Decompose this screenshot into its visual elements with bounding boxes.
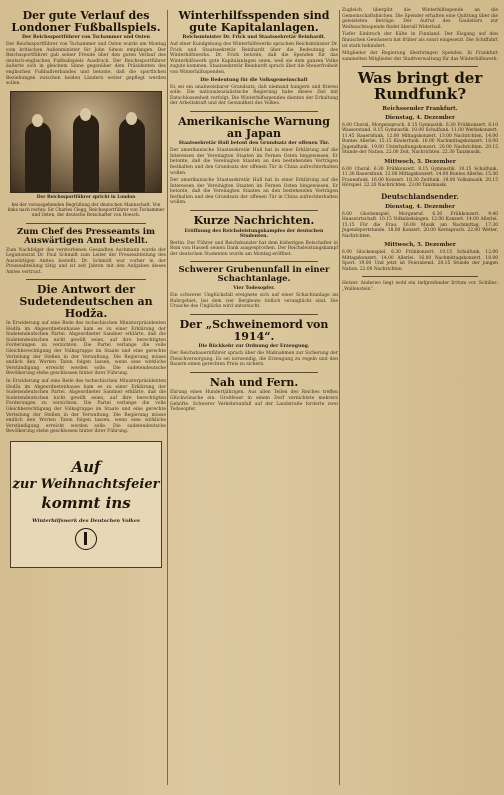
divider [190, 210, 318, 211]
article-headline: Der „Schweinemord von 1914“. [179, 318, 329, 343]
program-listing: 6.00 Choral, Morgenspruch. 6.15 Gymnastik. 6.30 Frühkonzert. 8.10 Wasserstand. 8.15 Gymnastik. 10.00 Schulfunk. 11.00 Werbekonzert. 11.45 Bauernfunk. 12.00 Mittagskonzert. 13.00 Nachrichten. 14.00 Buntes Allerlei. 15.15 Kinderfunk. 16.00 Nachmittagskonzert. 18.00 Jugendfunk. 19.00 Unterhaltungskonzert. 20.00 Nachrichten. 20.15 Stunde der Nation. 22.00 Zeit, Nachrichten. 22.30 Tanzmusik. [342, 122, 498, 156]
divider [190, 372, 318, 373]
column-left [6, 8, 166, 568]
article-body: Der amerikanische Staatssekretär Hull hat in einer Erklärung auf die Interessen der Vereinigten Staaten im Fernen Osten hingewiesen. Er betonte, daß die Vereinigten Staaten an den bestehenden Verträgen festhalten und den Grundsatz der offenen Tür in China aufrechterhalten wollen. [170, 148, 338, 176]
column-middle [170, 8, 338, 415]
article-body: Der Reichsbauernführer sprach über die Maßnahmen zur Sicherung der Fleischversorgung. Es sei notwendig, die Erzeugung zu regeln und den Bauern einen gerechten Preis zu sichern. [170, 351, 338, 368]
ad-line: zur Weihnachtsfeier [12, 477, 160, 493]
article-body: Ehrung eines Hundertjährigen. Aus allen Teilen des Reiches treffen Glückwünsche ein. Großfeuer in einem Dorf vernichtete mehrere Gehöfte. Schwerer Verkehrsunfall auf der Landstraße forderte zwei Todesopfer. [170, 390, 338, 413]
article-body: In Erwiderung auf eine Rede des tschechischen Ministerpräsidenten Hodža im Abgeordnetenhause kam es zu einer Erklärung der Sudetendeutschen Partei. Abgeordneter Sandner erklärte, daß die Sudetendeutschen nicht gewillt seien, auf ihre berechtigten Forderungen zu verzichten. Die Partei verlange die volle Gleichberechtigung der Volksgruppe im Staate und eine gerechte Verteilung der Stellen in der Verwaltung. Die Regierung müsse endlich den Worten Taten folgen lassen, wenn eine wirkliche Verständigung erreicht werden solle. Die sudetendeutsche Bevölkerung stehe geschlossen hinter ihrer Führung. [6, 321, 166, 377]
article-body: Tiefer Einbruch der Kälte in Finnland. Der Eisgang auf den finnischen Gewässern hat früher als sonst eingesetzt. Die Schiffahrt ist stark behindert. [342, 32, 498, 49]
program-day: Dienstag, 4. Dezember [385, 114, 455, 121]
article-headline: Die Antwort der Sudetendeutschen an Hodža. [19, 283, 153, 320]
program-listing: 6.00 Glockenspiel. 6.30 Frühkonzert. 10.15 Schulfunk. 12.00 Mittagskonzert. 14.00 Allerlei. 16.00 Nachmittagskonzert. 18.00 Sport. 19.00 Und jetzt ist Feierabend. 20.15 Stunde der jungen Nation. 22.00 Nachrichten. [342, 250, 498, 272]
article-body: Der amerikanische Staatssekretär Hull hat in einer Erklärung auf die Interessen der Vereinigten Staaten im Fernen Osten hingewiesen. Er betonte, daß die Vereinigten Staaten an den bestehenden Verträgen festhalten und den Grundsatz der offenen Tür in China aufrechterhalten wollen. [170, 178, 338, 206]
article-subheadline: Der Reichssportführer von Tschammer und Osten [21, 35, 151, 41]
divider [190, 261, 318, 262]
divider [190, 314, 318, 315]
article-headline: Amerikanische Warnung an Japan [178, 115, 330, 140]
program-listing: 6.00 Glockenspiel, Morgenruf. 6.30 Frühkonzert. 9.40 Hauswirtschaft. 10.15 Volksliedsingen. 12.00 Konzert. 14.00 Allerlei. 15.15 Für die Frau. 16.00 Musik am Nachmittag. 17.30 Jugendsportstunde. 18.00 Konzert. 20.00 Kernspruch. 22.00 Wetter, Nachrichten. [342, 211, 498, 239]
advertisement [10, 441, 162, 568]
ad-footer: Winterhilfswerk des Deutschen Volkes [32, 518, 140, 525]
column-rule [167, 10, 168, 785]
article-headline: Der gute Verlauf des Londoner Fußballspiels. [11, 9, 161, 34]
divider [362, 276, 478, 277]
photo-figure [73, 114, 99, 192]
article-body: Zugleich übergibt die Winterhilfsspende an die Gemeinschaftsküchen. Die Spender erhalten eine Quittung über die geleisteten Beträge. Der Aufruf des Gauleiters zur Weihnachtsspende findet überall Widerhall. [342, 8, 498, 30]
article-body: Zum Nachfolger des verstorbenen Gesandten Aschmann wurde der Legationsrat Dr. Paul Schmidt zum Leiter der Presseabteilung des Auswärtigen Amtes bestellt. Dr. Schmidt war vorher in der Presseabteilung tätig und ist seit Jahren mit den Aufgaben dieses Amtes vertraut. [6, 247, 166, 275]
program-day: Mittwoch, 5. Dezember [384, 158, 456, 165]
photo-figure [25, 122, 51, 192]
photo-face [32, 114, 43, 127]
article-body: Hetzer. Anderwo liegt wohl ein tiefgreifender Irrtum vor. Schiller: „Wallenstein“. [342, 281, 498, 292]
photo-caption: bei der vorausgehenden Begrüßung der deutschen Mannschaft. Von links nach rechts: Sir Charles Clegg, Reichssportführer von Tschammer und Osten, der deutsche Botschafter von Hoesch. [7, 203, 165, 219]
ad-line: Auf [71, 458, 101, 477]
station-name: Deutschlandsender. [381, 191, 459, 201]
news-photo [10, 91, 162, 193]
article-headline: Winterhilfsspenden sind gute Kapitalanlagen. [178, 9, 330, 34]
photo-face [80, 108, 91, 121]
article-headline: Nah und Fern. [209, 375, 299, 389]
program-day: Mittwoch, 5. Dezember [384, 242, 456, 249]
article-subheadline: Die Rückkehr zur Ordnung der Erzeugung. [198, 344, 310, 350]
photo-caption-title: Der Reichssportführer spricht in London [36, 194, 136, 200]
article-body: Ein schwerer Unglücksfall ereignete sich auf einer Schachtanlage im Ruhrgebiet, bei dem vier Bergleute tödlich verunglückt sind. Die Ursache des Unglücks wird untersucht. [170, 293, 338, 310]
divider [26, 279, 146, 280]
article-headline: Zum Chef des Presseamts im Auswärtigen Amt bestellt. [16, 226, 156, 246]
emblem-icon [75, 528, 97, 550]
article-box-heading: Die Bedeutung für die Volksgemeinschaft [200, 77, 308, 83]
article-body: Auf einer Kundgebung des Winterhilfswerks sprachen Reichsminister Dr. Frick und Staatssekretär Reinhardt über die Bedeutung des Winterhilfswerks. Dr. Frick betonte, daß die Spenden für das Winterhilfswerk gute Kapitalanlagen seien, weil sie dem ganzen Volke zugute kommen. Staatssekretär Reinhardt sprach über die Steuerfreiheit von Winterhilfsspenden. [170, 42, 338, 76]
ad-line: kommt ins [41, 494, 131, 513]
article-headline: Schwerer Grubenunfall in einer Schachtanlage. [178, 265, 330, 285]
article-body: Berlin. Der Führer und Reichskanzler hat dem bisherigen Botschafter in Rom von Hassell seinen Dank ausgesprochen. Der Reichsleistungskampf der deutschen Studenten wurde am Montag eröffnet. [170, 240, 338, 257]
radio-program-title: Was bringt der Rundfunk? [357, 69, 483, 104]
article-subheadline: Reichsminister Dr. Frick und Staatssekretär Reinhardt. [182, 35, 326, 41]
article-body: Es sei ein unabweisbarer Grundsatz, daß niemand hungern und frieren solle. Die nationalsozialistische Regierung habe dieses Ziel mit Entschlossenheit verfolgt. Die Winterhilfsspenden dienten der Erhaltung der Arbeitskraft und der Gesundheit des Volkes. [170, 84, 338, 107]
article-body: In Erwiderung auf eine Rede des tschechischen Ministerpräsidenten Hodža im Abgeordnetenhause kam es zu einer Erklärung der Sudetendeutschen Partei. Abgeordneter Sandner erklärte, daß die Sudetendeutschen nicht gewillt seien, auf ihre berechtigten Forderungen zu verzichten. Die Partei verlange die volle Gleichberechtigung der Volksgruppe im Staate und eine gerechte Verteilung der Stellen in der Verwaltung. Die Regierung müsse endlich den Worten Taten folgen lassen, wenn eine wirkliche Verständigung erreicht werden solle. Die sudetendeutsche Bevölkerung stehe geschlossen hinter ihrer Führung. [6, 379, 166, 435]
photo-face [126, 112, 137, 125]
article-subheadline: Staatssekretär Hull betont den Grundsatz der offenen Tür. [178, 141, 330, 147]
photo-figure [119, 118, 145, 192]
program-listing: 6.00 Choral. 6.30 Frühkonzert. 8.15 Gymnastik. 10.15 Schulfunk. 11.30 Bauernfunk. 12.00 Mittagskonzert. 14.00 Buntes Allerlei. 15.30 Frauenfunk. 16.00 Konzert. 18.30 Zeitfunk. 19.00 Volksmusik. 20.15 Hörspiel. 22.20 Nachrichten. 23.00 Tanzmusik. [342, 166, 498, 189]
article-headline: Kurze Nachrichten. [193, 214, 315, 228]
divider [362, 66, 478, 67]
program-day: Dienstag, 4. Dezember [385, 203, 455, 210]
article-subheadline: Vier Todesopfer. [233, 286, 275, 292]
article-subheadline: Eröffnung des Reichsleistungskampfes der deutschen Studenten. [184, 228, 324, 239]
column-rule [339, 10, 340, 785]
article-body: Der Reichssportführer von Tschammer und Osten wurde am Montag vom britischen Außenminister Sir John Simon empfangen. Der Reichssportführer gab seiner Freude über den guten Verlauf des deutsch-englischen Fußballspiels Ausdruck. Der Reichssportführer äußerte sich in gleichem Sinne gegenüber dem Präsidenten des englischen Fußballverbandes und betonte, daß die sportlichen Beziehungen zwischen beiden Ländern weiter gepflegt werden sollen. [6, 42, 166, 87]
station-name: Reichssender Frankfurt. [382, 105, 458, 112]
column-right [342, 8, 498, 295]
divider [26, 223, 146, 224]
article-body: Mitglieder der Regierung überbringen Spenden. In Frankfurt sammelten Mitglieder der Stadtverwaltung für das Winterhilfswerk. [342, 51, 498, 62]
divider [190, 111, 318, 112]
